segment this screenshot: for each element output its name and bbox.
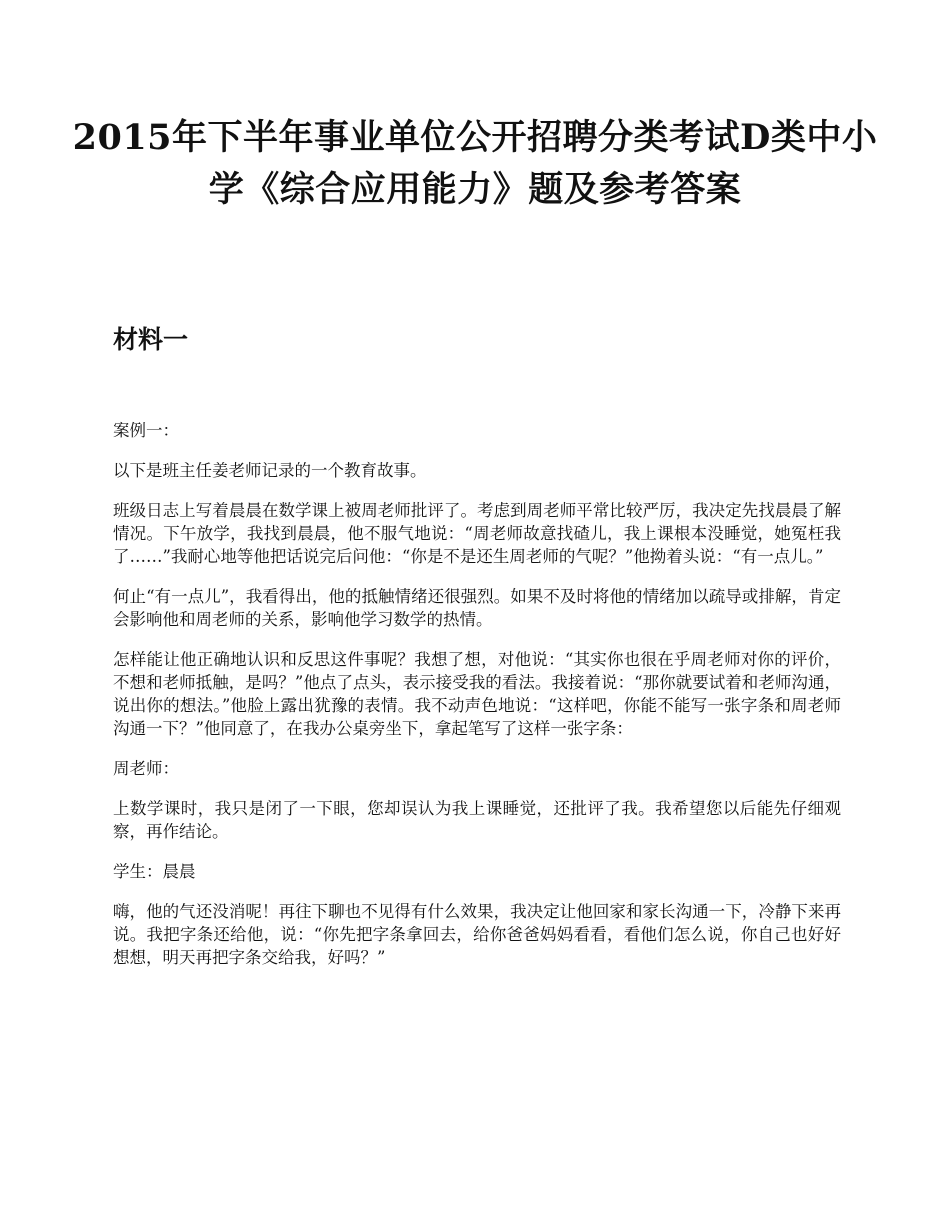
section-heading: 材料一 [113, 325, 189, 354]
note-salutation: 周老师： [113, 759, 179, 778]
story-paragraph: 何止“有一点儿”，我看得出，他的抵触情绪还很强烈。如果不及时将他的情绪加以疏导或排解，肯定会影响他和周老师的关系，影响他学习数学的热情。 [113, 587, 841, 629]
note-body: 上数学课时，我只是闭了一下眼，您却误认为我上课睡觉，还批评了我。我希望您以后能先仔细观察，再作结论。 [113, 799, 841, 841]
note-signature: 学生：晨晨 [113, 862, 196, 881]
story-paragraph: 怎样能让他正确地认识和反思这件事呢？我想了想，对他说：“其实你也很在乎周老师对你的评价，不想和老师抵触，是吗？”他点了点头，表示接受我的看法。我接着说：“那你就要试着和老师沟通，说出你的想法。”他脸上露出犹豫的表情。我不动声色地说：“这样吧，你能不能写一张字条和周老师沟通一下？”他同意了，在我办公桌旁坐下，拿起笔写了这样一张字条： [113, 650, 841, 738]
document-body [113, 419, 841, 986]
story-paragraph: 班级日志上写着晨晨在数学课上被周老师批评了。考虑到周老师平常比较严厉，我决定先找晨晨了解情况。下午放学，我找到晨晨，他不服气地说：“周老师故意找碴儿，我上课根本没睡觉，她冤枉我了……”我耐心地等他把话说完后问他：“你是不是还生周老师的气呢？”他拗着头说：“有一点儿。” [113, 501, 841, 566]
story-paragraph: 嗨，他的气还没消呢！再往下聊也不见得有什么效果，我决定让他回家和家长沟通一下，冷静下来再说。我把字条还给他，说：“你先把字条拿回去，给你爸爸妈妈看看，看他们怎么说，你自己也好好想想，明天再把字条交给我，好吗？” [113, 902, 841, 967]
case-label: 案例一： [113, 421, 179, 440]
intro-paragraph: 以下是班主任姜老师记录的一个教育故事。 [113, 461, 427, 480]
document-title: 2015年下半年事业单位公开招聘分类考试D类中小学《综合应用能力》题及参考答案 [72, 117, 878, 210]
